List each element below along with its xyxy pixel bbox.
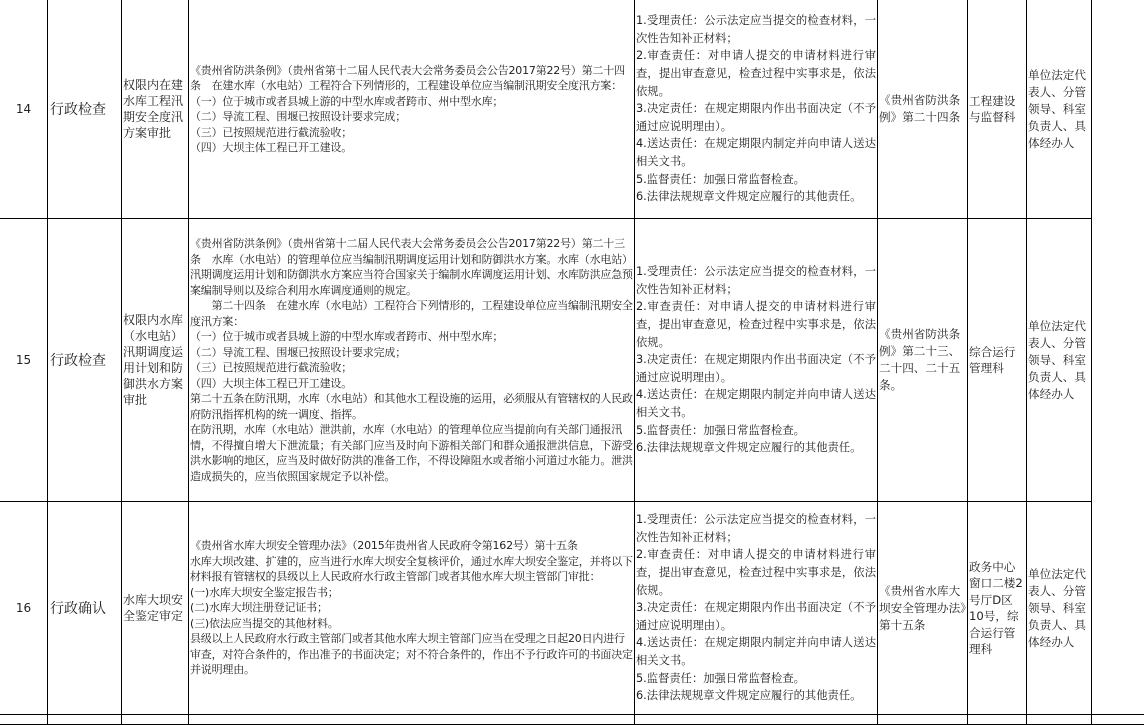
- basis-line: （一）位于城市或者县城上游的中型水库或者跨市、州中型水库；: [190, 94, 633, 110]
- responsibility-item: 4.送达责任：在规定期限内制定并向申请人送达相关文书。: [636, 135, 876, 170]
- table-row: [0, 502, 1144, 715]
- responsible-persons: 单位法定代表人、分管领导、科室负责人、具体经办人: [1027, 502, 1092, 715]
- responsible-persons: 单位法定代表人、分管领导、科室负责人、具体经办人: [1027, 0, 1092, 219]
- responsibility-item: 4.送达责任：在规定期限内制定并向申请人送达相关文书。: [636, 634, 876, 669]
- table-row: [0, 219, 1144, 502]
- row-number: 16: [0, 502, 48, 715]
- basis-line: 县级以上人民政府水行政主管部门或者其他水库大坝主管部门应当在受理之日起20日内进行审查，对符合条件的，作出准予的书面决定；对不符合条件的，作出不予行政许可的书面决定并说明理由。: [190, 631, 633, 678]
- row-number: 14: [0, 0, 48, 219]
- basis-line: 《贵州省水库大坝安全管理办法》（2015年贵州省人民政府令第162号）第十五条: [190, 538, 633, 554]
- responsibility-item: 2.审查责任：对申请人提交的申请材料进行审查，提出审查意见，检查过程中实事求是，依法依规。: [636, 546, 876, 599]
- empty-cell: [122, 715, 189, 725]
- basis-line: 第二十五条在防汛期，水库（水电站）和其他水工程设施的运用，必须服从有管辖权的人民政府防汛指挥机构的统一调度、指挥。: [190, 391, 633, 422]
- basis-line: (二)水库大坝注册登记证书；: [190, 600, 633, 616]
- basis-line: 水库大坝改建、扩建的，应当进行水库大坝安全复核评价，通过水库大坝安全鉴定，并将以下材料报有管辖权的县级以上人民政府水行政主管部门或者其他水库大坝主管部门审批：: [190, 554, 633, 585]
- basis-line: （一）位于城市或者县城上游的中型水库或者跨市、州中型水库；: [190, 329, 633, 345]
- responsibility-item: 6.法律法规规章文件规定应履行的其他责任。: [636, 439, 876, 457]
- basis-line: （三）已按照规范进行截流验收；: [190, 125, 633, 141]
- basis-line: （二）导流工程、围堰已按照设计要求完成；: [190, 345, 633, 361]
- legal-basis: [189, 0, 635, 219]
- responsibility-item: 1.受理责任：公示法定应当提交的检查材料，一次性告知补正材料；: [636, 511, 876, 546]
- responsibility-item: 2.审查责任：对申请人提交的申请材料进行审查，提出审查意见，检查过程中实事求是，依法依规。: [636, 47, 876, 100]
- basis-line: （三）已按照规范进行截流验收；: [190, 360, 633, 376]
- responsibility-item: 3.决定责任：在规定期限内作出书面决定（不予通过应说明理由）。: [636, 100, 876, 135]
- item-type: 行政确认: [48, 502, 122, 715]
- law-reference: 《贵州省防洪条例》第二十四条: [878, 0, 968, 219]
- responsibility-item: 5.监督责任：加强日常监督检查。: [636, 422, 876, 440]
- empty-cell: [189, 715, 635, 725]
- responsibility-item: 6.法律法规规章文件规定应履行的其他责任。: [636, 687, 876, 705]
- empty-cell: [1027, 715, 1092, 725]
- basis-line: 在防汛期，水库（水电站）泄洪前，水库（水电站）的管理单位应当提前向有关部门通报汛情，不得擅自增大下泄流量；有关部门应当及时向下游相关部门和群众通报泄洪信息，下游受洪水影响的地区，应当及时做好防洪的准备工作，不得设障阻水或者缩小河道过水能力。泄洪造成损失的，应当依照国家规定予以补偿。: [190, 422, 633, 484]
- empty-cell: [48, 715, 122, 725]
- table-row-partial: [0, 715, 1144, 725]
- empty-cell: [1092, 715, 1144, 725]
- law-reference: 《贵州省水库大坝安全管理办法》第十五条: [878, 502, 968, 715]
- basis-line: 第二十四条 在建水库（水电站）工程符合下列情形的，工程建设单位应当编制汛期安全度汛方案：: [190, 298, 633, 329]
- responsible-department: 政务中心窗口二楼2号厅D区10号，综合运行管理科: [968, 502, 1027, 715]
- item-type: 行政检查: [48, 0, 122, 219]
- responsibility-item: 1.受理责任：公示法定应当提交的检查材料，一次性告知补正材料；: [636, 12, 876, 47]
- empty-cell: [878, 715, 968, 725]
- basis-line: 《贵州省防洪条例》（贵州省第十二届人民代表大会常务委员会公告2017第22号）第二十三条 水库（水电站）的管理单位应当编制汛期调度运用计划和防御洪水方案。水库（水电站）汛期调度运用计划和防御洪水方案应当符合国家关于编制水库调度运用计划、水库防洪应急预案编制导则以及综合利用水库调度通则的规定。: [190, 236, 633, 298]
- empty-cell: [968, 715, 1027, 725]
- table-row: [0, 0, 1144, 219]
- row-number: 15: [0, 219, 48, 502]
- legal-basis: [189, 219, 635, 502]
- empty-cell: [0, 715, 48, 725]
- responsibility-item: 2.审查责任：对申请人提交的申请材料进行审查，提出审查意见，检查过程中实事求是，依法依规。: [636, 298, 876, 351]
- item-name: 权限内在建水库工程汛期安全度汛方案审批: [122, 0, 189, 219]
- item-name: 水库大坝安全鉴定审定: [122, 502, 189, 715]
- responsibility-item: 5.监督责任：加强日常监督检查。: [636, 670, 876, 688]
- item-name: 权限内水库（水电站）汛期调度运用计划和防御洪水方案审批: [122, 219, 189, 502]
- law-reference: 《贵州省防洪条例》第二十三、二十四、二十五条。: [878, 219, 968, 502]
- basis-line: (一)水库大坝安全鉴定报告书；: [190, 585, 633, 601]
- responsibility-item: 3.决定责任：在规定期限内作出书面决定（不予通过应说明理由）。: [636, 599, 876, 634]
- responsibility-item: 1.受理责任：公示法定应当提交的检查材料，一次性告知补正材料；: [636, 263, 876, 298]
- responsibility-list: [635, 0, 878, 219]
- item-type: 行政检查: [48, 219, 122, 502]
- responsible-persons: 单位法定代表人、分管领导、科室负责人、具体经办人: [1027, 219, 1092, 502]
- basis-line: （二）导流工程、围堰已按照设计要求完成；: [190, 109, 633, 125]
- responsibility-list: [635, 219, 878, 502]
- responsibility-item: 3.决定责任：在规定期限内作出书面决定（不予通过应说明理由）。: [636, 351, 876, 386]
- basis-line: （四）大坝主体工程已开工建设。: [190, 140, 633, 156]
- responsibility-item: 5.监督责任：加强日常监督检查。: [636, 171, 876, 189]
- responsibility-list: [635, 502, 878, 715]
- responsible-department: 工程建设与监督科: [968, 0, 1027, 219]
- responsibility-item: 6.法律法规规章文件规定应履行的其他责任。: [636, 188, 876, 206]
- legal-basis: [189, 502, 635, 715]
- responsible-department: 综合运行管理科: [968, 219, 1027, 502]
- empty-cell: [635, 715, 878, 725]
- basis-line: (三)依法应当提交的其他材料。: [190, 616, 633, 632]
- basis-line: 《贵州省防洪条例》（贵州省第十二届人民代表大会常务委员会公告2017第22号）第二十四条 在建水库（水电站）工程符合下列情形的，工程建设单位应当编制汛期安全度汛方案：: [190, 63, 633, 94]
- responsibility-item: 4.送达责任：在规定期限内制定并向申请人送达相关文书。: [636, 386, 876, 421]
- basis-line: （四）大坝主体工程已开工建设。: [190, 376, 633, 392]
